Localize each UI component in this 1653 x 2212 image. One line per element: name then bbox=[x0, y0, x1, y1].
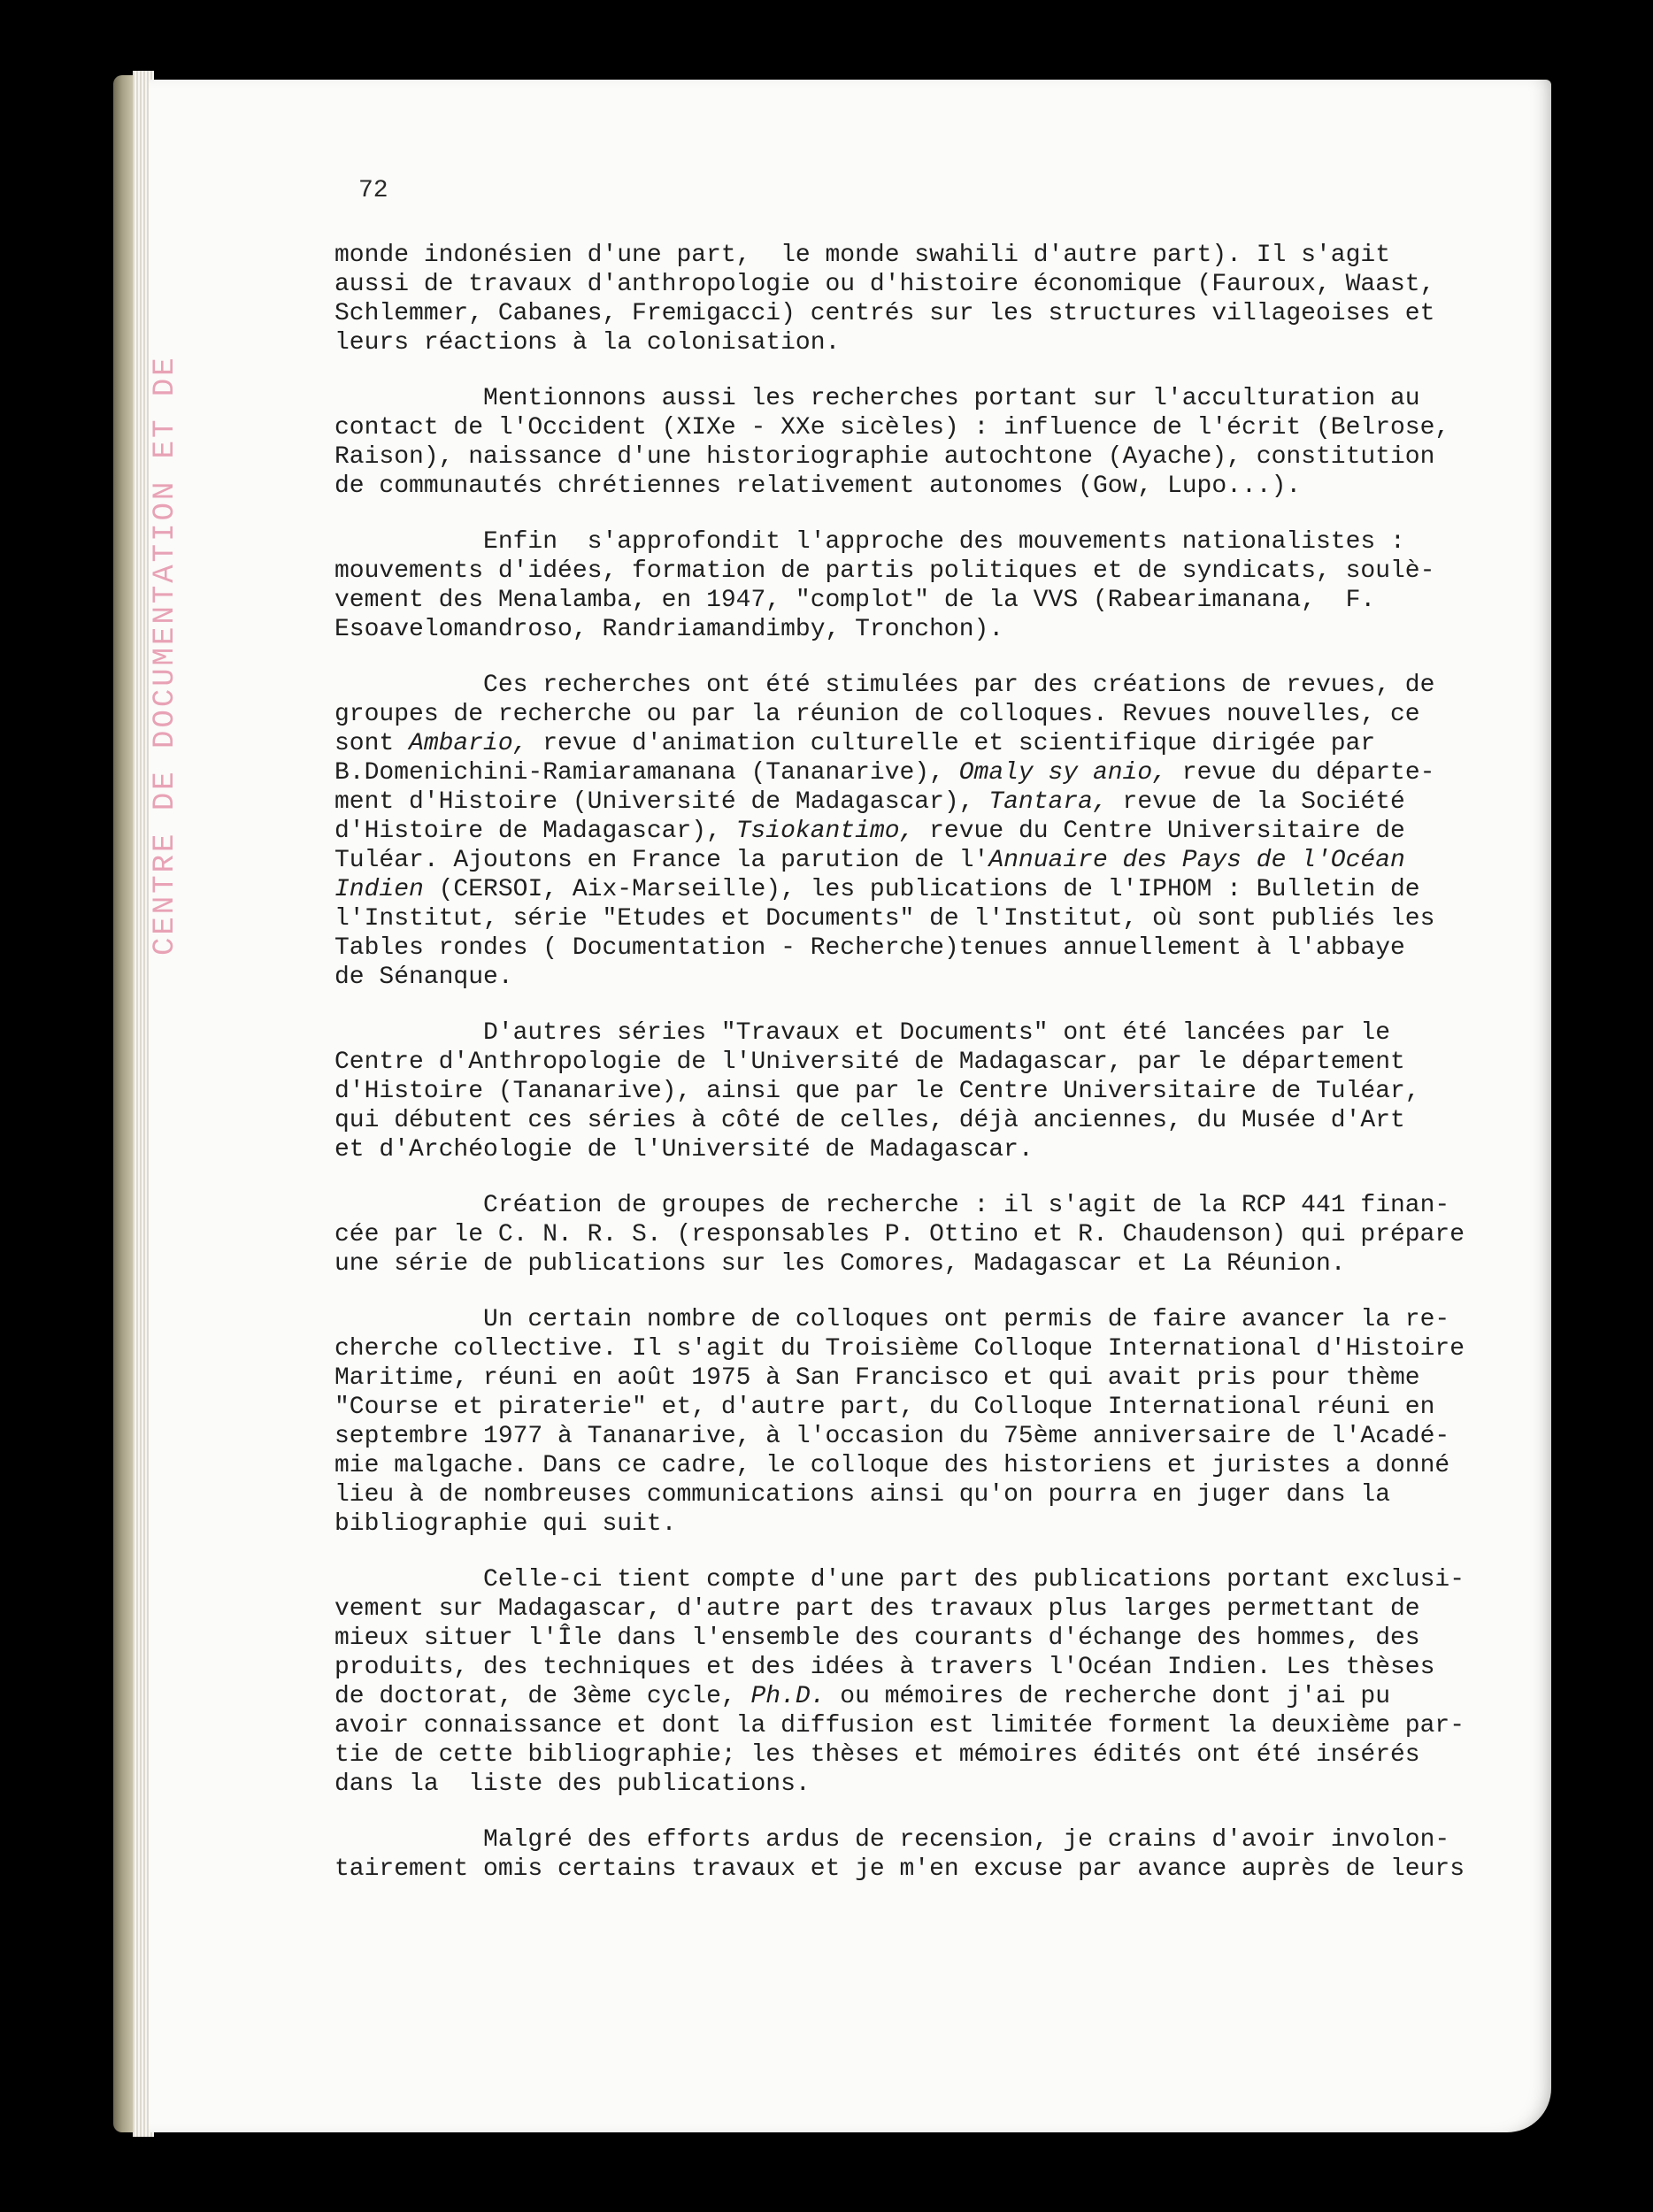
text-line: B.Domenichini-Ramiaramanana (Tananarive), Omaly sy anio, revue du départe- bbox=[334, 759, 1435, 787]
paragraph-gap bbox=[334, 1799, 1476, 1825]
text-line: Création de groupes de recherche : il s'agit de la RCP 441 finan- bbox=[334, 1192, 1450, 1219]
text-line: Mentionnons aussi les recherches portant sur l'acculturation au bbox=[334, 385, 1420, 412]
paragraph bbox=[334, 1018, 1476, 1164]
text-line: tairement omis certains travaux et je m'en excuse par avance auprès de leurs bbox=[334, 1855, 1465, 1883]
italic-title: Indien bbox=[334, 876, 424, 903]
paragraph bbox=[334, 1305, 1476, 1539]
text-line: d'Histoire (Tananarive), ainsi que par le Centre Universitaire de Tuléar, bbox=[334, 1078, 1420, 1105]
paragraph-gap bbox=[334, 644, 1476, 671]
paragraph bbox=[334, 1565, 1476, 1799]
text-line: "Course et piraterie" et, d'autre part, du Colloque International réuni en bbox=[334, 1394, 1435, 1421]
paragraph-gap bbox=[334, 501, 1476, 527]
italic-title: Annuaire des Pays de l'Océan bbox=[988, 847, 1405, 874]
text-line: vement des Menalamba, en 1947, "complot" de la VVS (Rabearimanana, F. bbox=[334, 587, 1376, 614]
text-line: Indien (CERSOI, Aix-Marseille), les publications de l'IPHOM : Bulletin de bbox=[334, 876, 1420, 903]
text-line: qui débutent ces séries à côté de celles, déjà anciennes, du Musée d'Art bbox=[334, 1107, 1405, 1134]
text-line: groupes de recherche ou par la réunion de colloques. Revues nouvelles, ce bbox=[334, 701, 1420, 728]
text-line: Esoavelomandroso, Randriamandimby, Tronchon). bbox=[334, 616, 1004, 643]
text-line: vement sur Madagascar, d'autre part des travaux plus larges permettant de bbox=[334, 1595, 1420, 1623]
text-line: Raison), naissance d'une historiographie autochtone (Ayache), constitution bbox=[334, 443, 1435, 471]
italic-title: Tsiokantimo, bbox=[735, 818, 915, 845]
paragraph-gap bbox=[334, 357, 1476, 384]
italic-title: Ph.D. bbox=[750, 1683, 826, 1710]
text-line: aussi de travaux d'anthropologie ou d'histoire économique (Fauroux, Waast, bbox=[334, 271, 1435, 298]
text-line: ment d'Histoire (Université de Madagascar), Tantara, revue de la Société bbox=[334, 788, 1405, 816]
text-line: mieux situer l'Île dans l'ensemble des courants d'échange des hommes, des bbox=[334, 1624, 1420, 1652]
italic-title: Ambario, bbox=[409, 730, 528, 757]
page-number: 72 bbox=[358, 177, 388, 204]
paragraph-gap bbox=[334, 992, 1476, 1018]
text-line: Malgré des efforts ardus de recension, je crains d'avoir involon- bbox=[334, 1826, 1450, 1854]
paragraph bbox=[334, 1191, 1476, 1279]
text-line: leurs réactions à la colonisation. bbox=[334, 329, 841, 357]
text-line: Tuléar. Ajoutons en France la parution de l'Annuaire des Pays de l'Océan bbox=[334, 847, 1405, 874]
paragraph bbox=[334, 527, 1476, 644]
text-line: Celle-ci tient compte d'une part des publications portant exclusi- bbox=[334, 1566, 1465, 1594]
paragraph bbox=[334, 384, 1476, 501]
text-line: Centre d'Anthropologie de l'Université de Madagascar, par le département bbox=[334, 1048, 1405, 1076]
text-line: Tables rondes ( Documentation - Recherche)tenues annuellement à l'abbaye bbox=[334, 934, 1405, 962]
italic-title: Omaly sy anio, bbox=[958, 759, 1167, 787]
text-line: septembre 1977 à Tananarive, à l'occasion du 75ème anniversaire de l'Acadé- bbox=[334, 1423, 1450, 1450]
text-line: mie malgache. Dans ce cadre, le colloque des historiens et juristes a donné bbox=[334, 1452, 1450, 1479]
paragraph bbox=[334, 241, 1476, 357]
text-line: de communautés chrétiennes relativement autonomes (Gow, Lupo...). bbox=[334, 472, 1302, 500]
paragraph bbox=[334, 1825, 1476, 1884]
text-line: Un certain nombre de colloques ont permis de faire avancer la re- bbox=[334, 1306, 1450, 1333]
text-line: mouvements d'idées, formation de partis politiques et de syndicats, soulè- bbox=[334, 557, 1435, 585]
text-line: produits, des techniques et des idées à travers l'Océan Indien. Les thèses bbox=[334, 1654, 1435, 1681]
text-line: de doctorat, de 3ème cycle, Ph.D. ou mémoires de recherche dont j'ai pu bbox=[334, 1683, 1391, 1710]
paragraph bbox=[334, 671, 1476, 992]
text-line: cherche collective. Il s'agit du Troisième Colloque International d'Histoire bbox=[334, 1335, 1465, 1363]
text-line: Enfin s'approfondit l'approche des mouvements nationalistes : bbox=[334, 528, 1405, 556]
text-line: Schlemmer, Cabanes, Fremigacci) centrés sur les structures villageoises et bbox=[334, 300, 1435, 327]
text-line: Ces recherches ont été stimulées par des créations de revues, de bbox=[334, 672, 1435, 699]
text-line: contact de l'Occident (XIXe - XXe sicèles) : influence de l'écrit (Belrose, bbox=[334, 414, 1450, 442]
text-line: une série de publications sur les Comores, Madagascar et La Réunion. bbox=[334, 1250, 1346, 1278]
italic-title: Tantara, bbox=[988, 788, 1108, 816]
text-line: d'Histoire de Madagascar), Tsiokantimo, revue du Centre Universitaire de bbox=[334, 818, 1405, 845]
side-stamp: CENTRE DE DOCUMENTATION ET DE bbox=[149, 355, 182, 956]
paragraph-gap bbox=[334, 1539, 1476, 1565]
text-line: avoir connaissance et dont la diffusion est limitée forment la deuxième par- bbox=[334, 1712, 1465, 1740]
text-line: dans la liste des publications. bbox=[334, 1770, 811, 1798]
text-line: monde indonésien d'une part, le monde swahili d'autre part). Il s'agit bbox=[334, 242, 1390, 269]
text-line: Maritime, réuni en août 1975 à San Francisco et qui avait pris pour thème bbox=[334, 1364, 1420, 1392]
text-line: lieu à de nombreuses communications ainsi qu'on pourra en juger dans la bbox=[334, 1481, 1390, 1509]
paragraph-gap bbox=[334, 1279, 1476, 1305]
text-line: et d'Archéologie de l'Université de Madagascar. bbox=[334, 1136, 1034, 1164]
text-line: sont Ambario, revue d'animation culturelle et scientifique dirigée par bbox=[334, 730, 1376, 757]
text-line: de Sénanque. bbox=[334, 964, 513, 991]
text-line: bibliographie qui suit. bbox=[334, 1510, 677, 1538]
text-line: cée par le C. N. R. S. (responsables P. Ottino et R. Chaudenson) qui prépare bbox=[334, 1221, 1465, 1248]
body-text bbox=[334, 241, 1476, 1884]
text-line: tie de cette bibliographie; les thèses et mémoires édités ont été insérés bbox=[334, 1741, 1420, 1769]
paragraph-gap bbox=[334, 1164, 1476, 1191]
text-line: l'Institut, série "Etudes et Documents" de l'Institut, où sont publiés les bbox=[334, 905, 1435, 933]
text-line: D'autres séries "Travaux et Documents" ont été lancées par le bbox=[334, 1019, 1390, 1047]
